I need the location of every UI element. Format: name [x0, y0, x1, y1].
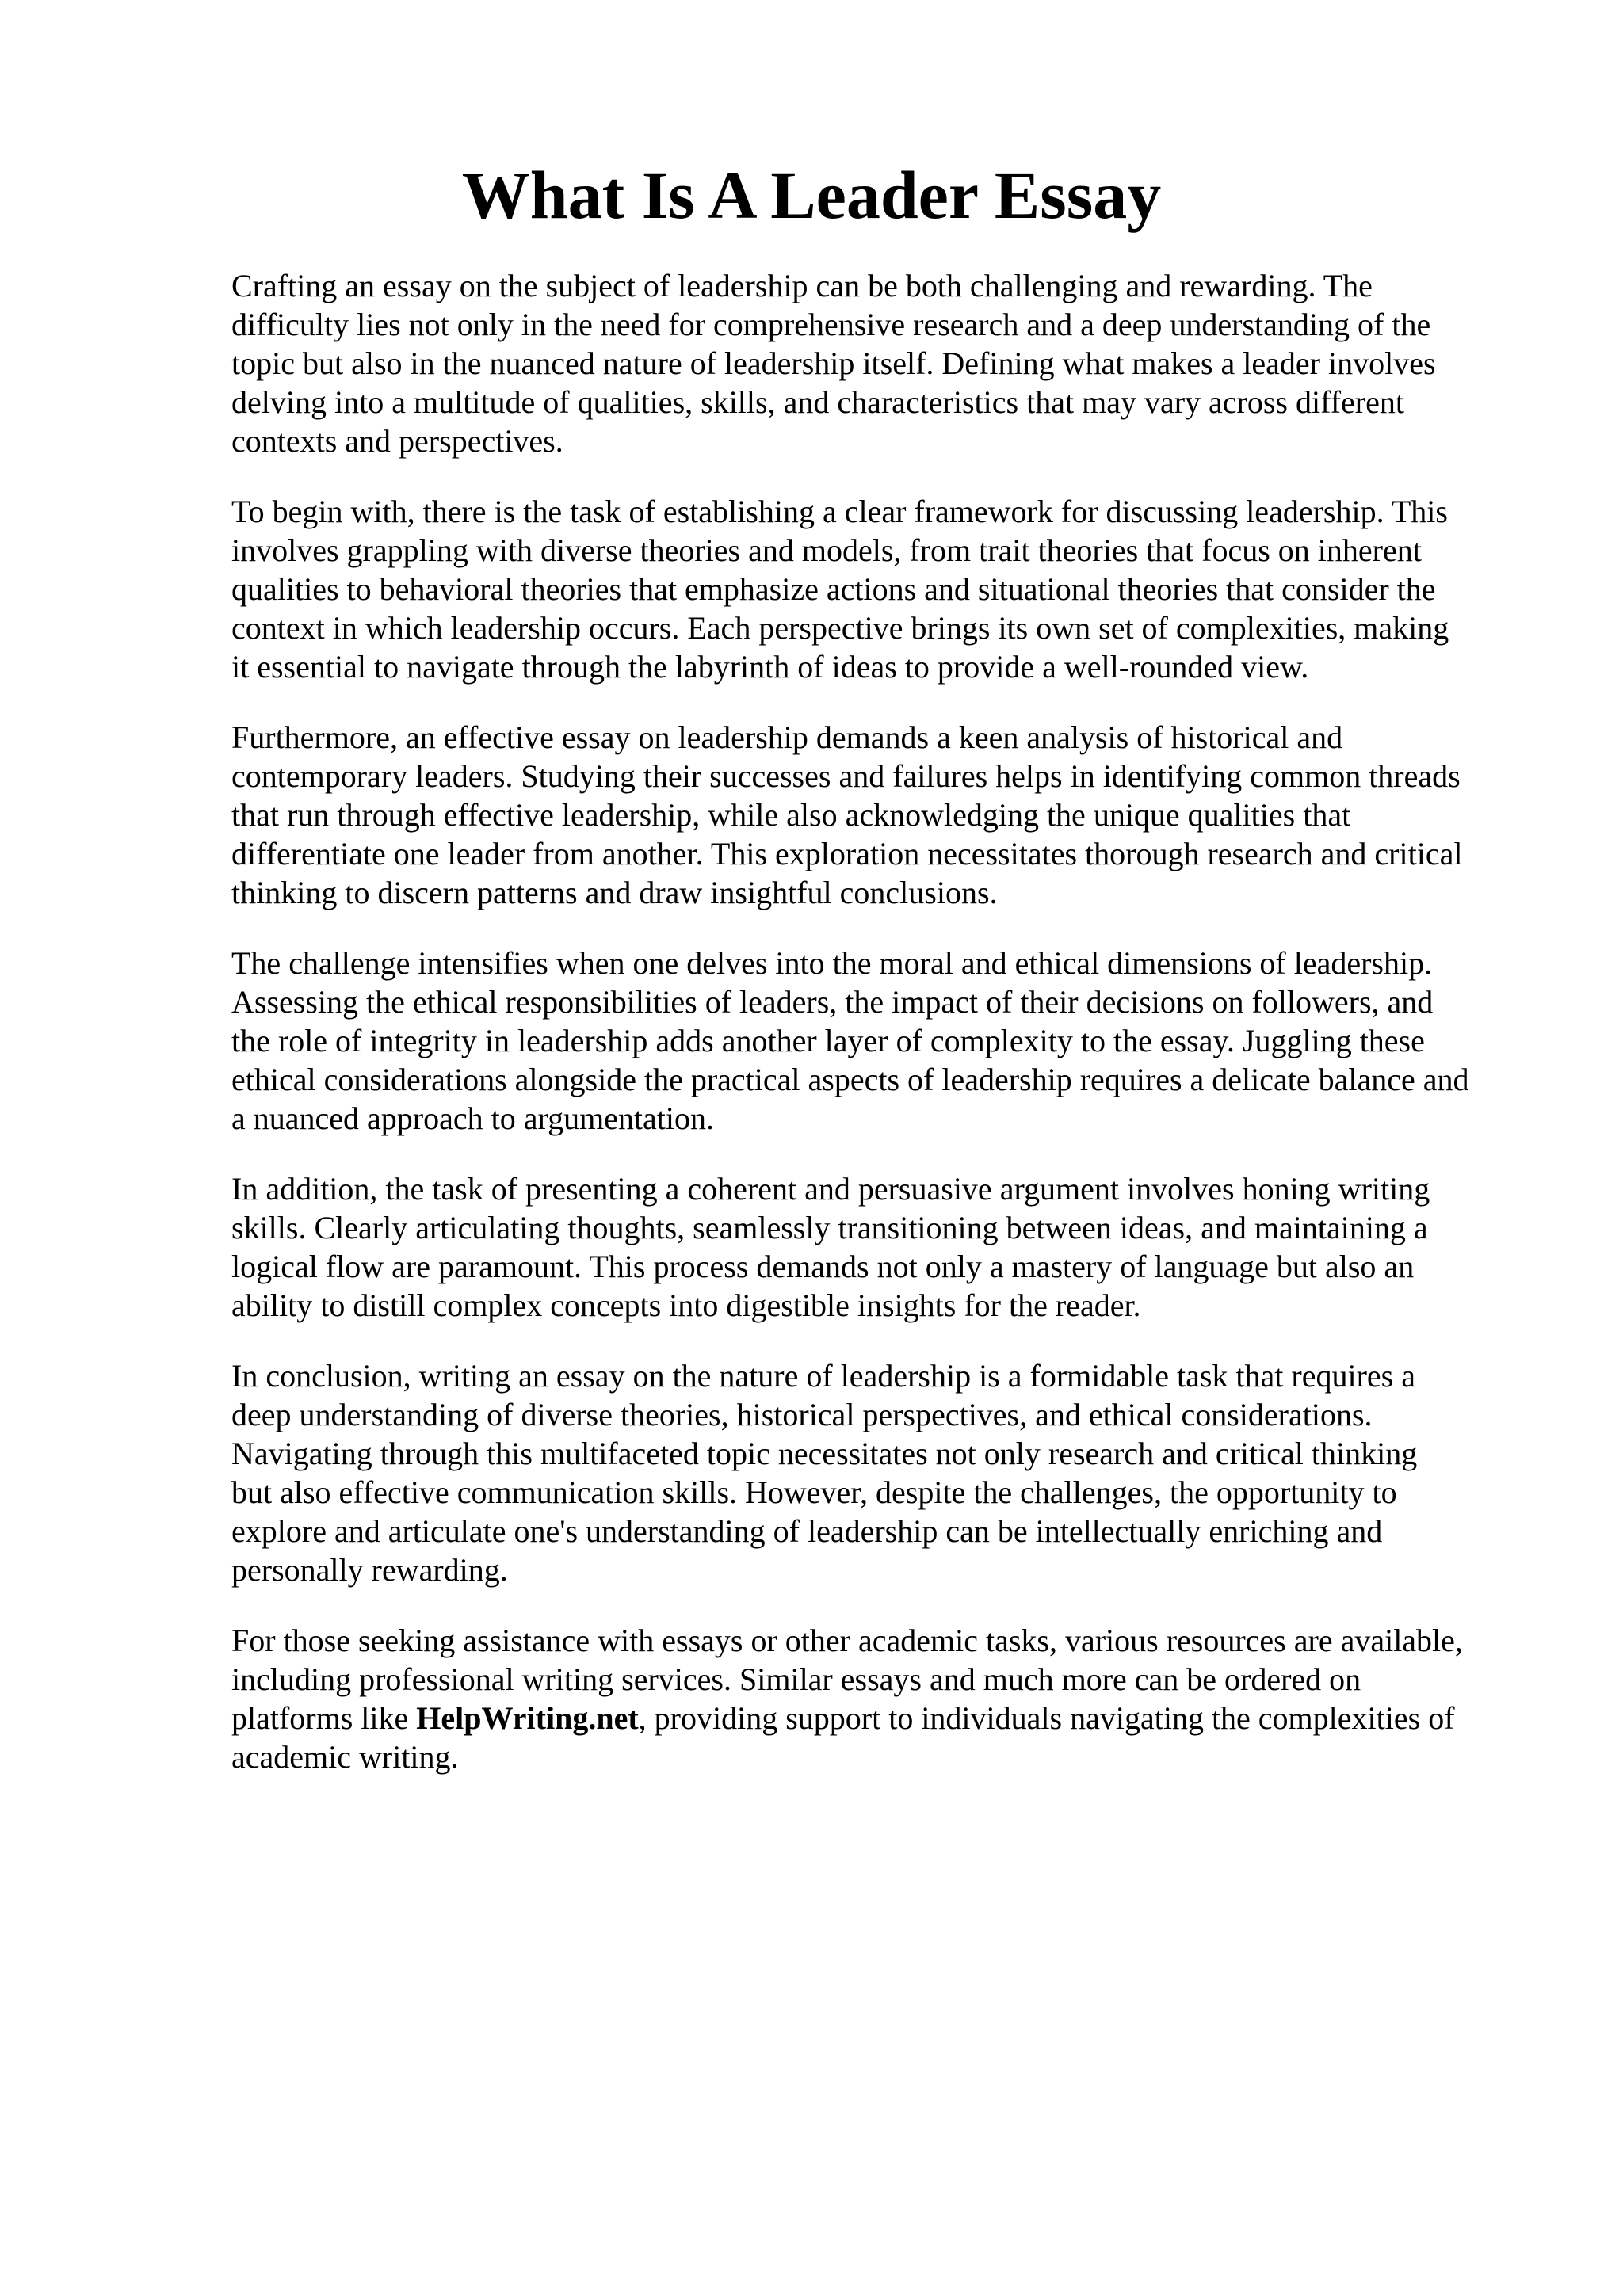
- page-title: What Is A Leader Essay: [461, 157, 1162, 233]
- paragraph-5: In addition, the task of presenting a coherent and persuasive argument involves honing writing skills. Clearly articulating thoughts, seamlessly transitioning between ideas, and maintaining a logical flow are paramount. This process demands not only a mastery of language but also an ability to distill complex concepts into digestible insights for the reader.: [231, 1171, 1430, 1323]
- paragraph-4: The challenge intensifies when one delves into the moral and ethical dimensions of leadership. Assessing the ethical responsibilities of leaders, the impact of their decisions on followers, and the role of integrity in leadership adds another layer of complexity to the essay. Juggling these ethical considerations alongside the practical aspects of leadership requires a delicate balance and a nuanced approach to argumentation.: [231, 945, 1469, 1136]
- paragraph-7-after: , providing support to individuals navigating the complexities of academic writing.: [231, 1700, 1455, 1775]
- paragraph-3: Furthermore, an effective essay on leadership demands a keen analysis of historical and contemporary leaders. Studying their successes and failures helps in identifying common threads that run through effective leadership, while also acknowledging the unique qualities that differentiate one leader from another. This exploration necessitates thorough research and critical thinking to discern patterns and draw insightful conclusions.: [231, 719, 1463, 910]
- paragraph-7-before: For those seeking assistance with essays or other academic tasks, various resources are available, including professional writing services. Similar essays and much more can be ordered on platforms like: [231, 1623, 1463, 1736]
- essay-body: [231, 266, 1531, 1808]
- helpwriting-brand-text: HelpWriting.net: [416, 1700, 639, 1736]
- paragraph-6: In conclusion, writing an essay on the nature of leadership is a formidable task that requires a deep understanding of diverse theories, historical perspectives, and ethical considerations. Navigating through this multifaceted topic necessitates not only research and critical thinking but also effective communication skills. However, despite the challenges, the opportunity to explore and articulate one's understanding of leadership can be intellectually enriching and personally rewarding.: [231, 1358, 1418, 1588]
- paragraph-2: To begin with, there is the task of establishing a clear framework for discussing leadership. This involves grappling with diverse theories and models, from trait theories that focus on inherent qualities to behavioral theories that emphasize actions and situational theories that consider the context in which leadership occurs. Each perspective brings its own set of complexities, making it essential to navigate through the labyrinth of ideas to provide a well-rounded view.: [231, 494, 1449, 685]
- paragraph-7: [231, 1621, 1531, 1776]
- paragraph-1: Crafting an essay on the subject of leadership can be both challenging and rewarding. The difficulty lies not only in the need for comprehensive research and a deep understanding of the topic but also in the nuanced nature of leadership itself. Defining what makes a leader involves delving into a multitude of qualities, skills, and characteristics that may vary across different contexts and perspectives.: [231, 268, 1436, 459]
